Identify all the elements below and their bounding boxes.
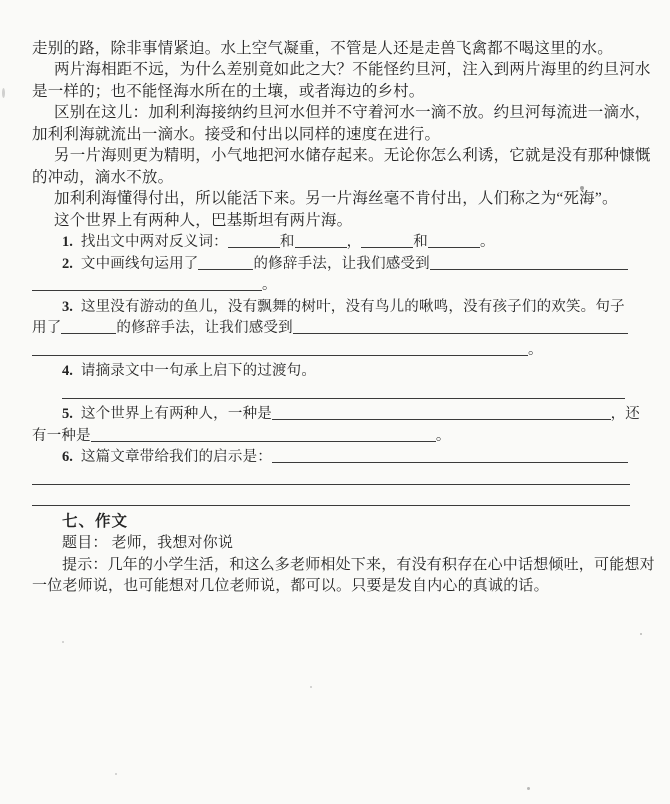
answer-blank bbox=[32, 286, 262, 291]
answer-blank bbox=[228, 243, 280, 248]
question-number: 4. bbox=[62, 363, 73, 379]
answer-blank bbox=[32, 501, 630, 506]
answer-blank bbox=[91, 437, 436, 442]
answer-blank bbox=[61, 329, 116, 334]
question-line bbox=[32, 251, 640, 273]
question-number: 5. bbox=[62, 406, 73, 422]
passage-line bbox=[32, 36, 640, 58]
scan-speck bbox=[527, 787, 530, 790]
question-number: 1. bbox=[62, 234, 73, 250]
composition-text: 提示：几年的小学生活，和这么多老师相处下来，有没有积存在心中话想倾吐，可能想对 bbox=[62, 556, 655, 573]
question-text: 请摘录文中一句承上启下的过渡句。 bbox=[80, 363, 317, 379]
question-text: 。 bbox=[435, 427, 451, 444]
passage-line bbox=[32, 208, 640, 230]
passage-line bbox=[32, 187, 640, 209]
composition-line bbox=[32, 574, 640, 596]
composition-text: 一位老师说，也可能想对几位老师说，都可以。只要是发自内心的真诚的话。 bbox=[32, 578, 549, 594]
scan-speck bbox=[580, 186, 584, 190]
question-number: 2. bbox=[62, 255, 73, 272]
answer-blank bbox=[198, 265, 253, 270]
passage-text: 加利利海就流出一滴水。接受和付出以同样的速度在进行。 bbox=[32, 125, 441, 143]
answer-blank bbox=[32, 351, 528, 356]
scan-speck bbox=[62, 641, 64, 643]
passage-line bbox=[32, 79, 640, 101]
composition-heading: 七、作文 bbox=[62, 512, 129, 530]
passage-text: 的冲动，滴水不放。 bbox=[32, 168, 174, 186]
question-line bbox=[32, 316, 640, 338]
question-line bbox=[32, 423, 640, 445]
question-text: 的修辞手法，让我们感受到 bbox=[253, 255, 430, 272]
passage-line bbox=[32, 122, 640, 144]
question-text: 文中画线句运用了 bbox=[80, 255, 199, 272]
answer-blank bbox=[272, 415, 611, 420]
passage-line bbox=[32, 101, 651, 123]
question-line bbox=[32, 402, 640, 424]
passage-text: 是一样的；也不能怪海水所在的土壤，或者海边的乡村。 bbox=[32, 82, 425, 100]
question-line bbox=[32, 445, 640, 467]
question-line bbox=[32, 488, 640, 510]
scan-speck bbox=[115, 773, 117, 775]
question-line bbox=[32, 337, 640, 359]
answer-blank bbox=[62, 394, 625, 399]
question-line bbox=[32, 230, 640, 252]
question-line bbox=[32, 466, 640, 488]
composition-line bbox=[32, 531, 640, 553]
passage-text: 两片海相距不远，为什么差别竟如此之大？不能怪约旦河，注入到两片海里的约旦河水 bbox=[54, 61, 651, 78]
passage-text: 另一片海则更为精明，小气地把河水储存起来。无论你怎么利诱，它就是没有那种慷慨 bbox=[54, 147, 651, 164]
answer-blank bbox=[295, 243, 347, 248]
question-line bbox=[32, 273, 640, 295]
reading-questions bbox=[32, 230, 640, 510]
question-text: 和 bbox=[413, 234, 428, 250]
question-text: 和 bbox=[279, 234, 295, 250]
answer-blank bbox=[361, 243, 413, 248]
passage-line bbox=[32, 58, 651, 80]
passage-line bbox=[32, 144, 651, 166]
passage-text: 走别的路，除非事情紧迫。水上空气凝重，不管是人还是走兽飞禽都不喝这里的水。 bbox=[32, 39, 613, 57]
answer-blank bbox=[32, 480, 630, 485]
scan-speck bbox=[584, 199, 587, 204]
passage-text: 这个世界上有两种人，巴基斯坦有两片海。 bbox=[54, 211, 353, 229]
question-line bbox=[32, 380, 640, 402]
question-text: 找出文中两对反义词： bbox=[80, 234, 228, 250]
composition-heading-row bbox=[32, 509, 640, 531]
question-text: 这篇文章带给我们的启示是： bbox=[80, 449, 272, 465]
scan-speck bbox=[310, 686, 312, 688]
scan-speck bbox=[640, 633, 642, 635]
question-text: 这里没有游动的鱼儿，没有飘舞的树叶，没有鸟儿的啾鸣，没有孩子们的欢笑。句子 bbox=[80, 298, 625, 315]
answer-blank bbox=[430, 265, 628, 270]
question-text: 。 bbox=[528, 341, 543, 358]
question-line bbox=[32, 359, 640, 381]
passage-text: 区别在这儿：加利利海接纳约旦河水但并不守着河水一滴不放。约旦河每流进一滴水， bbox=[54, 104, 651, 121]
passage-line bbox=[32, 165, 640, 187]
question-text: 。 bbox=[479, 234, 495, 250]
reading-passage bbox=[32, 36, 651, 230]
question-text: 这个世界上有两种人，一种是 bbox=[80, 406, 272, 422]
answer-blank bbox=[428, 243, 480, 248]
answer-blank bbox=[272, 458, 628, 463]
question-text: 。 bbox=[262, 277, 277, 293]
composition-lines bbox=[32, 531, 655, 596]
question-text: 有一种是 bbox=[32, 427, 91, 444]
scan-speck bbox=[2, 88, 5, 98]
composition-line bbox=[32, 552, 655, 574]
composition-text: 题目： 老师，我想对你说 bbox=[62, 535, 234, 551]
question-text: 的修辞手法，让我们感受到 bbox=[116, 320, 293, 336]
answer-blank bbox=[293, 329, 628, 334]
question-text: ， bbox=[346, 234, 362, 250]
question-line bbox=[32, 294, 640, 316]
composition-section bbox=[32, 509, 655, 595]
question-number: 6. bbox=[62, 449, 73, 465]
worksheet-content bbox=[32, 36, 655, 595]
passage-text: 加利利海懂得付出，所以能活下来。另一片海丝毫不肯付出，人们称之为“死海”。 bbox=[54, 190, 618, 207]
question-text: 用了 bbox=[32, 320, 62, 336]
question-number: 3. bbox=[62, 298, 73, 315]
question-text: ，还 bbox=[610, 406, 640, 422]
